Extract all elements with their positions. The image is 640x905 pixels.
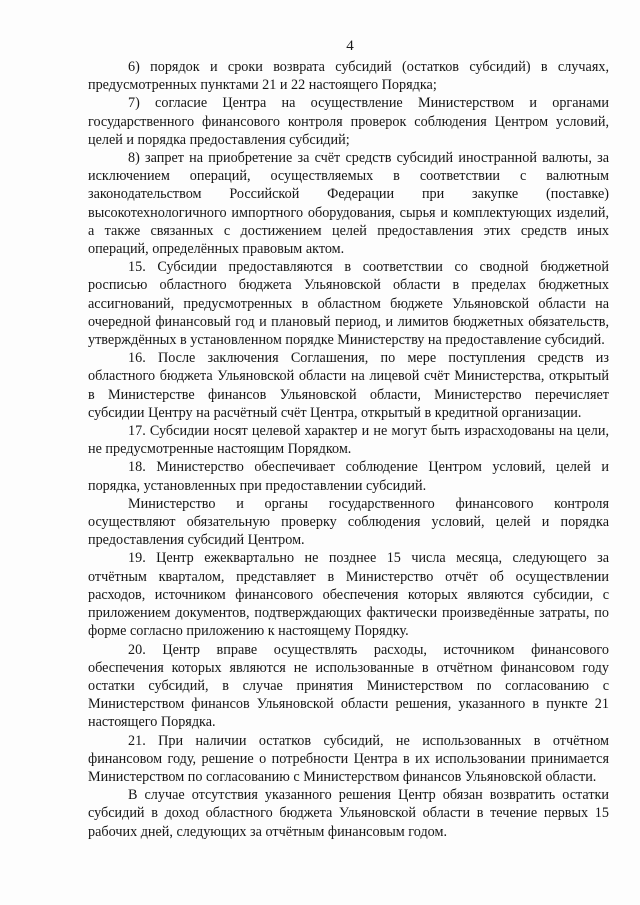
- paragraph-6-return-terms: 6) порядок и сроки возврата субсидий (остатков субсидий) в случаях, предусмотренных пунктами 21 и 22 настоящего Порядка;: [88, 59, 609, 94]
- document-body: [88, 58, 609, 841]
- paragraph-18-audit: Министерство и органы государственного финансового контроля осуществляют обязательную проверку соблюдения условий, целей и порядка предоставления субсидий Центром.: [88, 495, 609, 549]
- paragraph-21-decision: 21. При наличии остатков субсидий, не использованных в отчётном финансовом году, решение о потребности Центра в их использовании принимается Министерством по согласованию с Министерством финансов Ульяновской области.: [88, 732, 609, 785]
- page-number: 4: [346, 38, 354, 54]
- paragraph-15-budget-allocation: 15. Субсидии предоставляются в соответствии со сводной бюджетной росписью областного бюджета Ульяновской области в пределах бюджетных ассигнований, предусмотренных в областном бюджете Ульяновской области на очередной финансовый год и плановый период, и лимитов бюджетных обязательств, утверждённых в установленном порядке Министерству на предоставление субсидий.: [88, 259, 609, 349]
- paragraph-21-refund: В случае отсутствия указанного решения Центр обязан возвратить остатки субсидий в доход областного бюджета Ульяновской области в течение первых 15 рабочих дней, следующих за отчётным финансовым годом.: [88, 787, 609, 840]
- paragraph-7-consent-to-audit: 7) согласие Центра на осуществление Министерством и органами государственного финансового контроля проверок соблюдения Центром условий, целей и порядка предоставления субсидий;: [88, 95, 609, 148]
- paragraph-8-foreign-currency-ban: 8) запрет на приобретение за счёт средств субсидий иностранной валюты, за исключением операций, осуществляемых в соответствии с валютным законодательством Российской Федерации при закупке (поставке) высокотехнологичного импортного оборудования, сырья и комплектующих изделий, а также связанных с достижением целей предоставления этих средств иных операций, определённых правовым актом.: [88, 150, 609, 258]
- paragraph-19-quarterly-report: 19. Центр ежеквартально не позднее 15 числа месяца, следующего за отчётным кварталом, представляет в Министерство отчёт об осуществлении расходов, источником финансового обеспечения которых являются субсидии, с приложением документов, подтверждающих фактически произведённые затраты, по форме согласно приложению к настоящему Порядку.: [88, 550, 609, 640]
- paragraph-16-transfer-of-funds: 16. После заключения Соглашения, по мере поступления средств из областного бюджета Ульяновской области на лицевой счёт Министерства, открытый в Министерстве финансов Ульяновской области, Министерство перечисляет субсидии Центру на расчётный счёт Центра, открытый в кредитной организации.: [88, 350, 609, 421]
- paragraph-20-unused-balances: 20. Центр вправе осуществлять расходы, источником финансового обеспечения которых являются не использованные в отчётном финансовом году остатки субсидий, в случае принятия Министерством по согласованию с Министерством финансов Ульяновской области решения, указанного в пункте 21 настоящего Порядка.: [88, 641, 609, 731]
- paragraph-17-targeted-use: 17. Субсидии носят целевой характер и не могут быть израсходованы на цели, не предусмотренные настоящим Порядком.: [88, 423, 609, 458]
- paragraph-18-compliance: 18. Министерство обеспечивает соблюдение Центром условий, целей и порядка, установленных при предоставлении субсидий.: [88, 459, 609, 494]
